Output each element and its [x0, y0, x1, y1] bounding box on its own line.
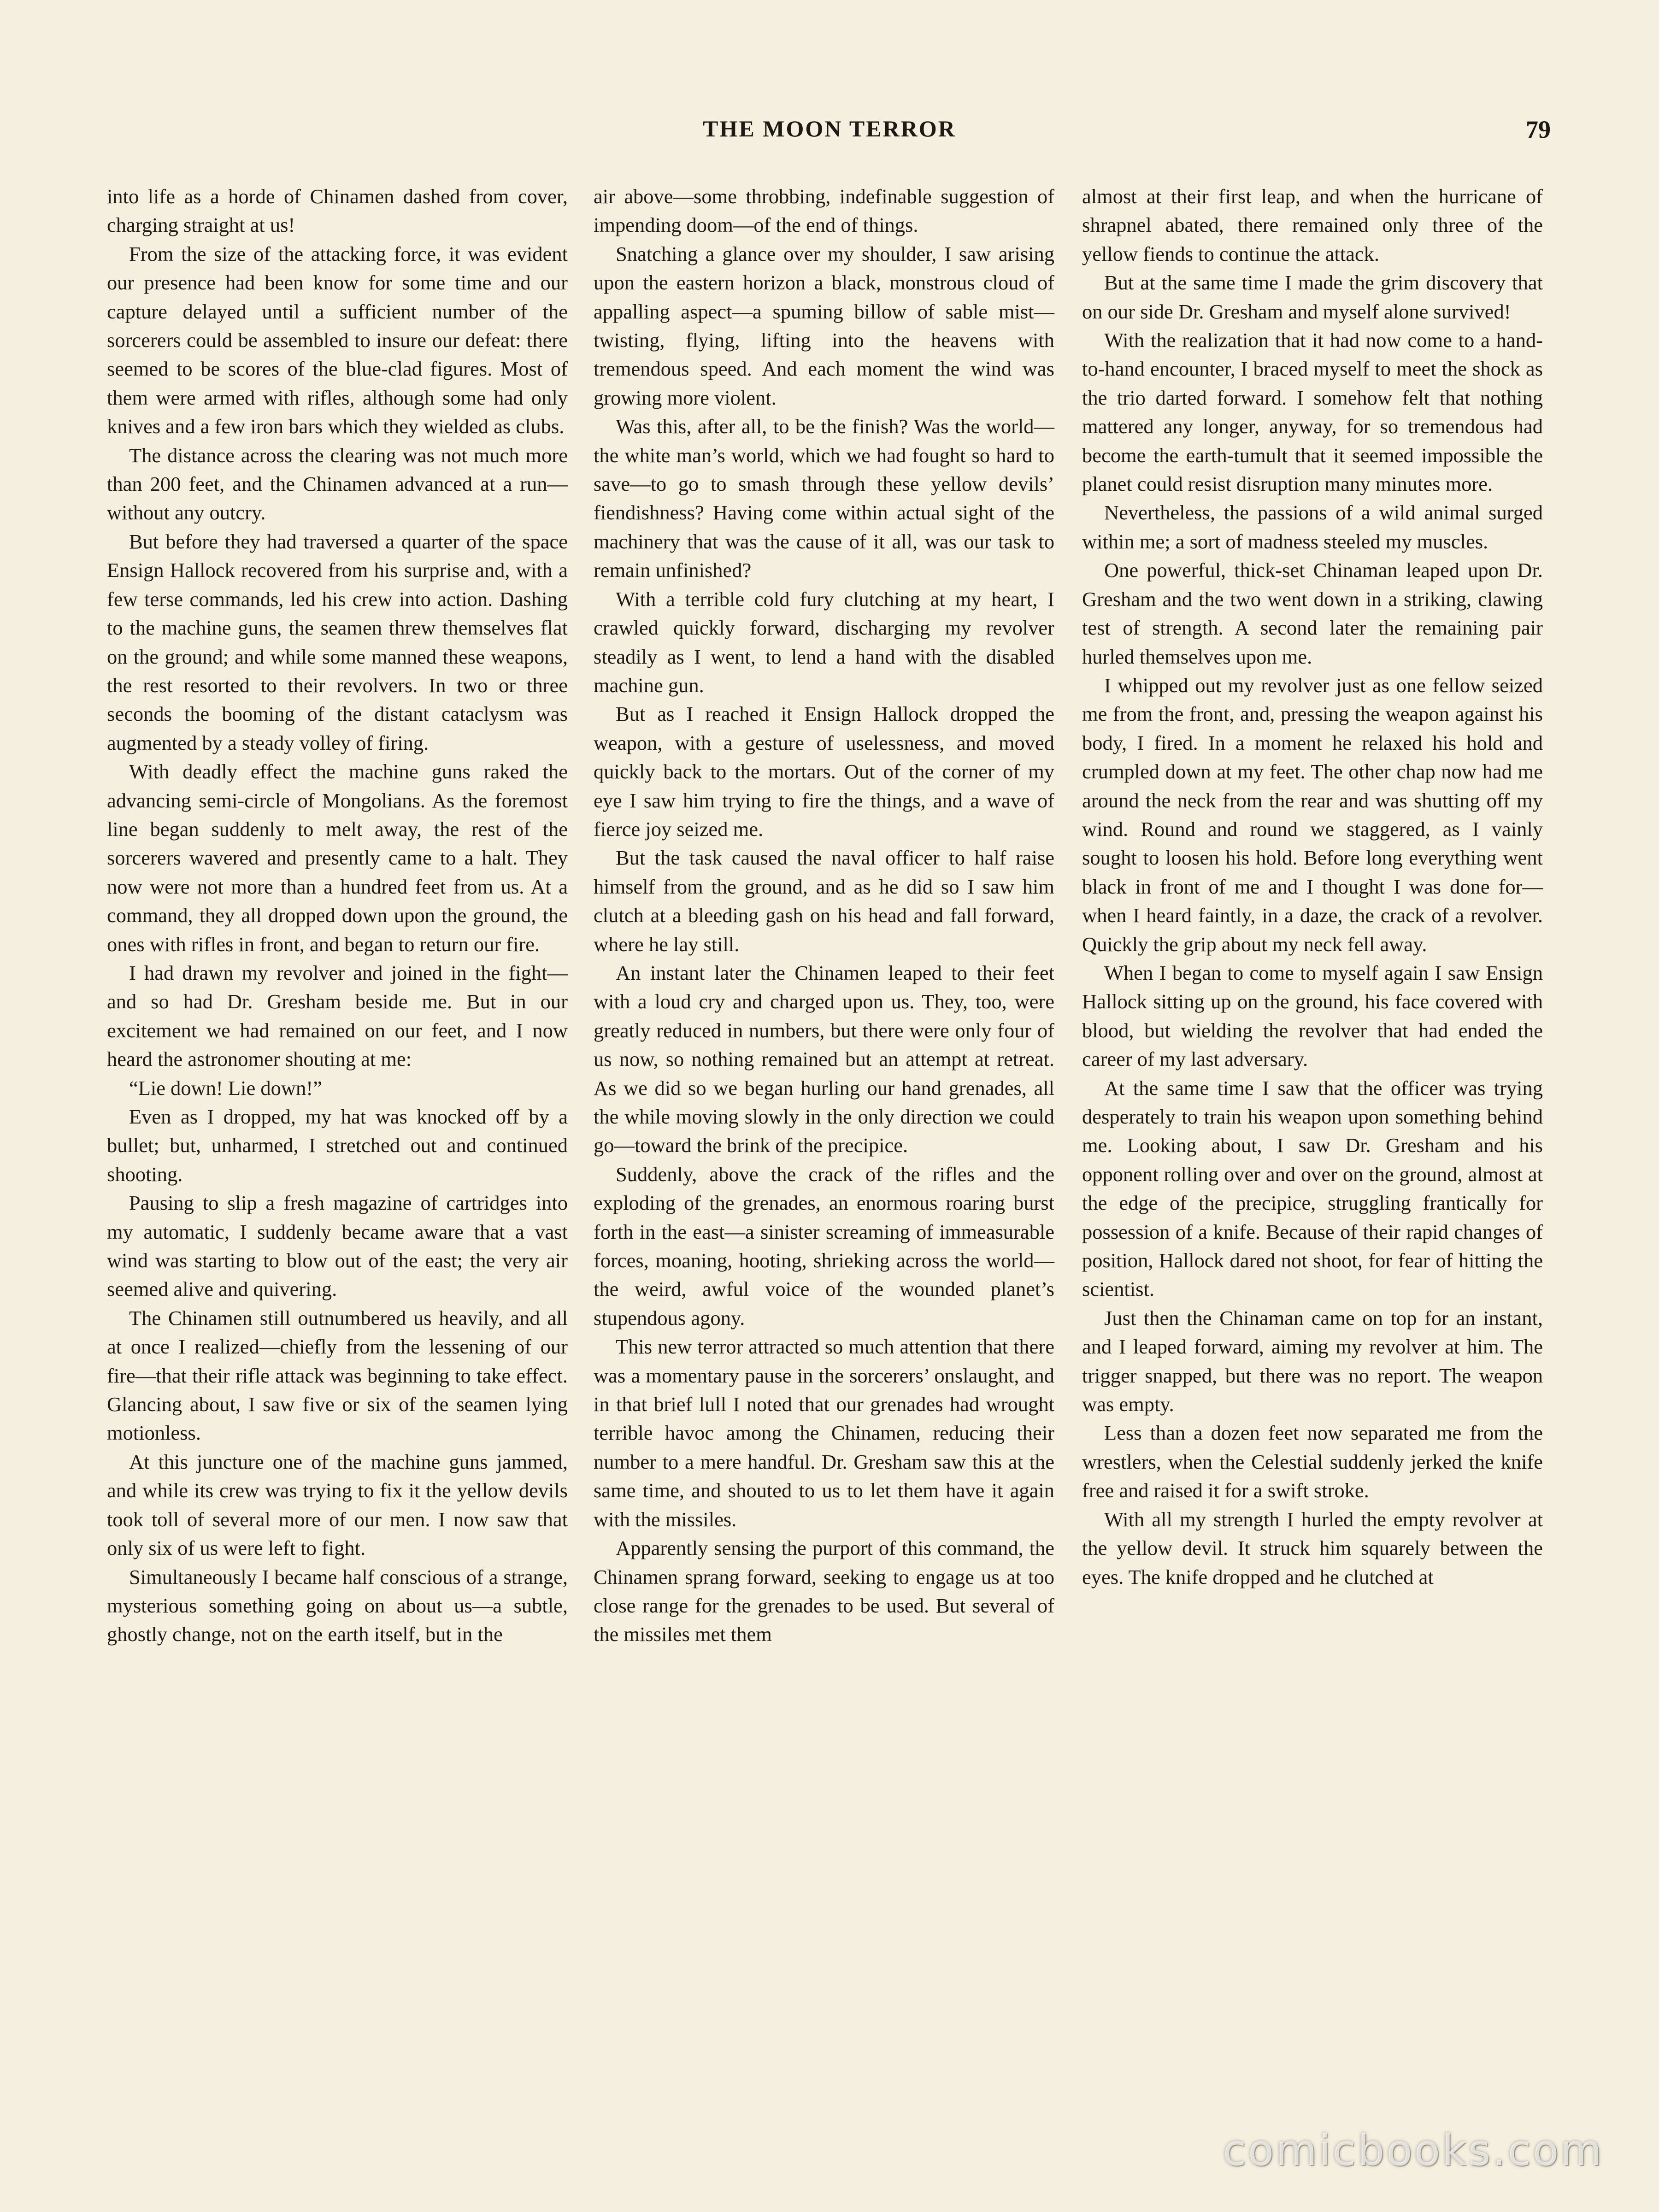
- paragraph: Even as I dropped, my hat was knocked off by a bullet; but, unharmed, I stretched out and continued shooting.: [107, 1105, 568, 1186]
- page-header: [0, 115, 1659, 147]
- paragraph: into life as a horde of Chinamen dashed from cover, charging straight at us!: [107, 185, 568, 237]
- paragraph: But at the same time I made the grim discovery that on our side Dr. Gresham and myself alone survived!: [1082, 271, 1543, 323]
- paragraph: Apparently sensing the purport of this command, the Chinamen sprang forward, seeking to engage us at too close range for the grenades to be used. But several of the missiles met them: [594, 1536, 1054, 1646]
- paragraph: Simultaneously I became half conscious of a strange, mysterious something going on about us—a subtle, ghostly change, not on the earth itself, but in the: [107, 1565, 568, 1646]
- paragraph: With a terrible cold fury clutching at my heart, I crawled quickly forward, discharging my revolver steadily as I went, to lend a hand with the disabled machine gun.: [594, 587, 1054, 697]
- running-title: THE MOON TERROR: [703, 116, 956, 141]
- paragraph: This new terror attracted so much attention that there was a momentary pause in the sorcerers’ onslaught, and in that brief lull I noted that our grenades had wrought terrible havoc among the Chinamen, reducing their number to a mere handful. Dr. Gresham saw this at the same time, and shouted to us to let them have it again with the missiles.: [594, 1335, 1054, 1531]
- paragraph: Snatching a glance over my shoulder, I saw arising upon the eastern horizon a black, monstrous cloud of appalling aspect—a spuming billow of sable mist—twisting, flying, lifting into the heavens with tremendous speed. And each moment the wind was growing more violent.: [594, 242, 1054, 409]
- paragraph: air above—some throbbing, indefinable suggestion of impending doom—of the end of things.: [594, 185, 1054, 237]
- paragraph: From the size of the attacking force, it was evident our presence had been know for some time and our capture delayed until a sufficient number of the sorcerers could be assembled to insure our defeat: there seemed to be scores of the blue-clad figures. Most of them were armed with rifles, although some had only knives and a few iron bars which they wielded as clubs.: [107, 242, 568, 438]
- paragraph: I whipped out my revolver just as one fellow seized me from the front, and, pressing the weapon against his body, I fired. In a moment he relaxed his hold and crumpled down at my feet. The other chap now had me around the neck from the rear and was shutting off my wind. Round and round we staggered, as I vainly sought to loosen his hold. Before long everything went black in front of me and I thought I was done for—when I heard faintly, in a daze, the crack of a revolver. Quickly the grip about my neck fell away.: [1082, 673, 1543, 956]
- paragraph: With all my strength I hurled the empty revolver at the yellow devil. It struck him squarely between the eyes. The knife dropped and he clutched at: [1082, 1507, 1543, 1588]
- text-column-1: [107, 182, 568, 1649]
- paragraph: Pausing to slip a fresh magazine of cartridges into my automatic, I suddenly became aware that a vast wind was starting to blow out of the east; the very air seemed alive and quivering.: [107, 1191, 568, 1301]
- paragraph: But the task caused the naval officer to half raise himself from the ground, and as he did so I saw him clutch at a bleeding gash on his head and fall forward, where he lay still.: [594, 846, 1054, 956]
- paragraph: With the realization that it had now come to a hand-to-hand encounter, I braced myself to meet the shock as the trio darted forward. I somehow felt that nothing mattered any longer, anyway, for so tremendous had become the earth-tumult that it seemed impossible the planet could resist disruption many minutes more.: [1082, 329, 1543, 496]
- paragraph: With deadly effect the machine guns raked the advancing semi-circle of Mongolians. As the foremost line began suddenly to melt away, the rest of the sorcerers wavered and presently came to a halt. They now were not more than a hundred feet from us. At a command, they all dropped down upon the ground, the ones with rifles in front, and began to return our fire.: [107, 760, 568, 956]
- paragraph: “Lie down! Lie down!”: [129, 1076, 322, 1100]
- page-number: 79: [1526, 116, 1551, 143]
- paragraph: But before they had traversed a quarter of the space Ensign Hallock recovered from his surprise and, with a few terse commands, led his crew into action. Dashing to the machine guns, the seamen threw themselves flat on the ground; and while some manned these weapons, the rest resorted to their revolvers. In two or three seconds the booming of the distant cataclysm was augmented by a steady volley of firing.: [107, 529, 568, 754]
- paragraph: The Chinamen still outnumbered us heavily, and all at once I realized—chiefly from the lessening of our fire—that their rifle attack was beginning to take effect. Glancing about, I saw five or six of the seamen lying motionless.: [107, 1306, 568, 1445]
- text-column-3: [1082, 182, 1543, 1591]
- paragraph: almost at their first leap, and when the hurricane of shrapnel abated, there remained only three of the yellow fiends to continue the attack.: [1082, 185, 1543, 265]
- paragraph: At this juncture one of the machine guns jammed, and while its crew was trying to fix it the yellow devils took toll of several more of our men. I now saw that only six of us were left to fight.: [107, 1450, 568, 1560]
- paragraph: Less than a dozen feet now separated me from the wrestlers, when the Celestial suddenly jerked the knife free and raised it for a swift stroke.: [1082, 1421, 1543, 1502]
- paragraph: When I began to come to myself again I saw Ensign Hallock sitting up on the ground, his face covered with blood, but wielding the revolver that had ended the career of my last adversary.: [1082, 961, 1543, 1071]
- paragraph: An instant later the Chinamen leaped to their feet with a loud cry and charged upon us. They, too, were greatly reduced in numbers, but there were only four of us now, so nothing remained but an attempt at retreat. As we did so we began hurling our hand grenades, all the while moving slowly in the only direction we could go—toward the brink of the precipice.: [594, 961, 1054, 1157]
- paragraph: Just then the Chinaman came on top for an instant, and I leaped forward, aiming my revolver at him. The trigger snapped, but there was no report. The weapon was empty.: [1082, 1306, 1543, 1416]
- text-column-2: [594, 182, 1054, 1649]
- paragraph: I had drawn my revolver and joined in the fight—and so had Dr. Gresham beside me. But in our excitement we had remained on our feet, and I now heard the astronomer shouting at me:: [107, 961, 568, 1071]
- paragraph: Suddenly, above the crack of the rifles and the exploding of the grenades, an enormous roaring burst forth in the east—a sinister screaming of immeasurable forces, moaning, hooting, shrieking across the world—the weird, awful voice of the wounded planet’s stupendous agony.: [594, 1162, 1054, 1330]
- paragraph: At the same time I saw that the officer was trying desperately to train his weapon upon something behind me. Looking about, I saw Dr. Gresham and his opponent rolling over and over on the ground, almost at the edge of the precipice, struggling frantically for possession of a knife. Because of their rapid changes of position, Hallock dared not shoot, for fear of hitting the scientist.: [1082, 1076, 1543, 1301]
- paragraph: Was this, after all, to be the finish? Was the world—the white man’s world, which we had fought so hard to save—to go to smash through these yellow devils’ fiendishness? Having come within actual sight of the machinery that was the cause of it all, was our task to remain unfinished?: [594, 415, 1054, 582]
- paragraph: Nevertheless, the passions of a wild animal surged within me; a sort of madness steeled my muscles.: [1082, 501, 1543, 553]
- paragraph: One powerful, thick-set Chinaman leaped upon Dr. Gresham and the two went down in a striking, clawing test of strength. A second later the remaining pair hurled themselves upon me.: [1082, 559, 1543, 668]
- paragraph: But as I reached it Ensign Hallock dropped the weapon, with a gesture of uselessness, and moved quickly back to the mortars. Out of the corner of my eye I saw him trying to fire the things, and a wave of fierce joy seized me.: [594, 702, 1054, 841]
- site-watermark: comicbooks.com: [1223, 2126, 1604, 2175]
- paragraph: The distance across the clearing was not much more than 200 feet, and the Chinamen advanced at a run—without any outcry.: [107, 443, 568, 524]
